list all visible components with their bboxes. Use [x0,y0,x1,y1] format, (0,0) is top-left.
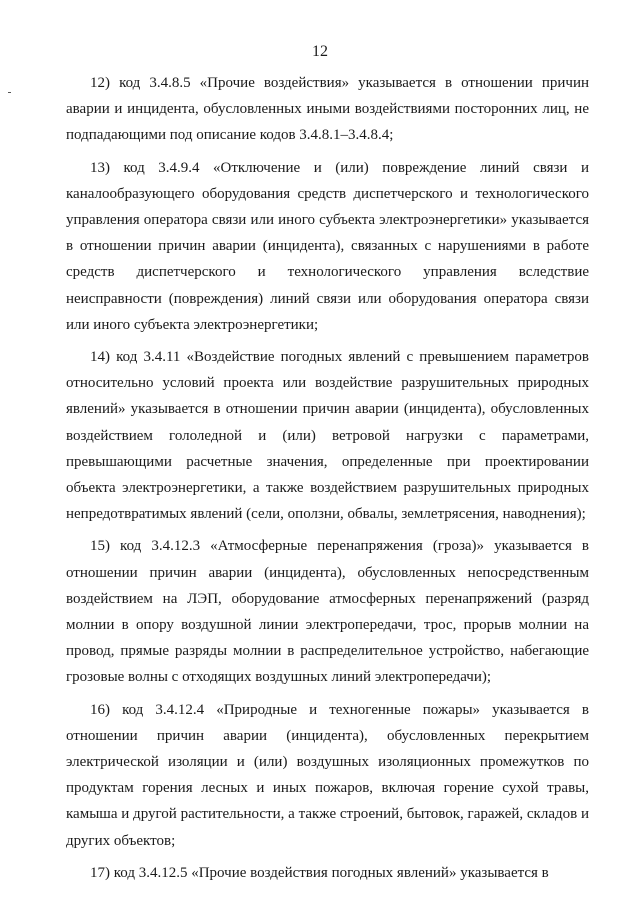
paragraph-item-15: 15) код 3.4.12.3 «Атмосферные перенапряжения (гроза)» указывается в отношении причин аварии (инцидента), обусловленных непосредственным воздействием на ЛЭП, оборудование атмосферных перенапряжений (разряд молнии в опору воздушной линии электропередачи, трос, прорыв молнии на провод, прямые разряды молнии в распределительное устройство, набегающие грозовые волны с отходящих воздушных линий электропередачи); [66,538,589,686]
page-number: 12 [312,43,328,60]
paragraph-item-12: 12) код 3.4.8.5 «Прочие воздействия» указывается в отношении причин аварии и инцидента, обусловленных иными воздействиями посторонних лиц, не подпадающими под описание кодов 3.4.8.1–3.4.8.4; [66,75,589,144]
margin-mark [8,92,11,93]
paragraph-item-17: 17) код 3.4.12.5 «Прочие воздействия погодных явлений» указывается в [90,864,549,881]
paragraph-item-14: 14) код 3.4.11 «Воздействие погодных явлений с превышением параметров относительно условий проекта или воздействие разрушительных природных явлений» указывается в отношении причин аварии (инцидента), обусловленных воздействием гололедной и (или) ветровой нагрузки с параметрами, превышающими расчетные значения, определенные при проектировании объекта электроэнергетики, а также воздействием разрушительных природных непредотвратимых явлений (сели, оползни, обвалы, землетрясения, наводнения); [66,349,589,523]
paragraph-item-16: 16) код 3.4.12.4 «Природные и техногенные пожары» указывается в отношении причин аварии (инцидента), обусловленных перекрытием электрической изоляции и (или) воздушных изоляционных промежутков по продуктам горения лесных и иных пожаров, включая горение сухой травы, камыша и другой растительности, а также строений, бытовок, гаражей, складов и других объектов; [66,701,589,849]
paragraph-item-13: 13) код 3.4.9.4 «Отключение и (или) повреждение линий связи и каналообразующего оборудования средств диспетчерского и технологического управления оператора связи или иного субъекта электроэнергетики» указывается в отношении причин аварии (инцидента), связанных с нарушениями в работе средств диспетчерского и технологического управления вследствие неисправности (повреждения) линий связи или оборудования оператора связи или иного субъекта электроэнергетики; [66,159,589,333]
document-body [66,70,589,892]
